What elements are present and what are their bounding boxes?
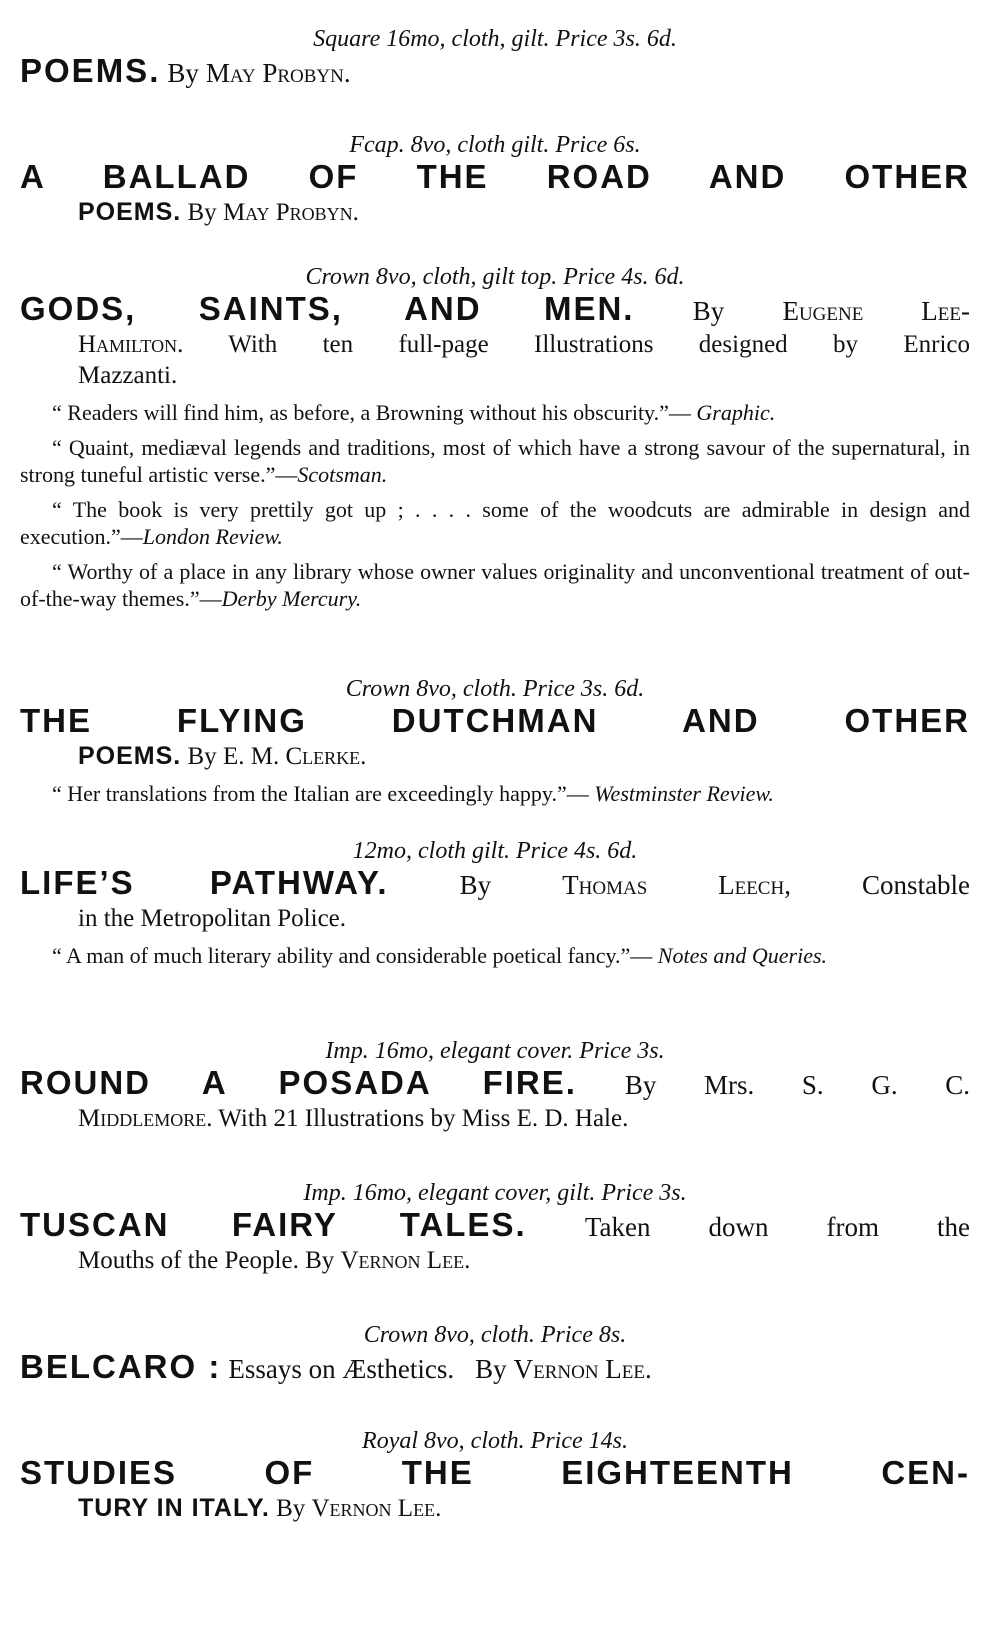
book-heading-continued [78,741,970,772]
quote-source: Scotsman. [297,462,388,487]
review-quote [20,942,970,969]
book-author: E. M. Clerke. [222,743,367,770]
book-heading [20,1208,970,1245]
book-by: By [459,870,492,900]
book-by: By [276,1495,306,1522]
book-title-continued: TURY IN ITALY. [78,1494,270,1522]
book-author-continued: Hamilton. [78,331,184,358]
book-by: By [692,296,725,326]
book-entry-poems [20,24,970,91]
book-heading-continued [78,329,970,360]
book-heading [20,866,970,903]
book-entry-ballad [20,130,970,228]
book-title: POEMS. [20,52,161,89]
book-entry-studies [20,1426,970,1524]
book-author: Vernon Lee. [311,1495,442,1522]
book-description: With 21 Illustrations by Miss E. D. Hale. [218,1105,629,1132]
quote-text: “ A man of much literary ability and considerable poetical fancy.”— [52,943,653,968]
book-entry-posada-fire [20,1036,970,1134]
book-title: LIFE’S PATHWAY. [20,864,389,901]
review-quote [20,399,970,426]
book-heading [20,1350,970,1387]
book-author-role: Constable [862,870,971,900]
book-author: Vernon Lee. [340,1247,471,1274]
book-title: TUSCAN FAIRY TALES. [20,1206,527,1243]
book-by: By [187,743,217,770]
book-title-continued: POEMS. [78,742,182,770]
book-heading [20,160,970,197]
book-spec: Fcap. 8vo, cloth gilt. Price 6s. [349,132,641,158]
quote-source: Notes and Queries. [657,943,828,968]
book-author: May Probyn. [205,58,351,88]
book-by: By [475,1354,507,1384]
quote-text: “ Her translations from the Italian are exceedingly happy.”— [52,781,589,806]
book-title: A BALLAD OF THE ROAD AND OTHER [20,158,970,195]
book-spec: 12mo, cloth gilt. Price 4s. 6d. [352,838,638,864]
review-quote [20,496,970,550]
book-author: May Probyn. [222,199,359,226]
book-entry-tuscan-fairy-tales [20,1178,970,1276]
book-description-line2: Mazzanti. [78,362,178,389]
book-entry-lifes-pathway [20,836,970,969]
book-spec: Crown 8vo, cloth. Price 3s. 6d. [345,676,645,702]
book-spec: Crown 8vo, cloth, gilt top. Price 4s. 6d. [305,264,685,290]
quote-source: Graphic. [696,400,776,425]
book-by: By [187,199,217,226]
book-description: With ten full-page Illustrations designed by Enrico [228,331,970,358]
book-title: ROUND A POSADA FIRE. [20,1064,577,1101]
book-heading [20,1066,970,1103]
book-description: Taken down from the [584,1212,971,1242]
quote-text: “ Worthy of a place in any library whose owner values originality and unconventional treatment of out-of-the-way themes.”— [20,559,970,611]
quote-text: “ Readers will find him, as before, a Browning without his obscurity.”— [52,400,691,425]
review-quote [20,558,970,612]
quote-text: “ The book is very prettily got up ; . . . . some of the woodcuts are admirable in design and execution.”— [20,497,970,549]
book-spec: Imp. 16mo, elegant cover, gilt. Price 3s. [303,1180,687,1206]
book-author: Thomas Leech, [562,870,791,900]
book-heading-continued [78,1103,970,1134]
book-description-continued: Mouths of the People. By [78,1247,335,1274]
book-entry-flying-dutchman [20,674,970,807]
book-heading [20,704,970,741]
book-heading-continued [78,1245,970,1276]
quote-source: Derby Mercury. [221,586,362,611]
review-quote [20,434,970,488]
book-heading-continued [78,197,970,228]
book-title: THE FLYING DUTCHMAN AND OTHER [20,702,970,739]
book-title: BELCARO : [20,1348,222,1385]
book-entry-gods-saints [20,262,970,612]
book-author: Vernon Lee. [513,1354,652,1384]
review-quote [20,780,970,807]
book-spec: Crown 8vo, cloth. Price 8s. [363,1322,627,1348]
book-title: STUDIES OF THE EIGHTEENTH CEN- [20,1454,970,1491]
book-by: By [167,58,199,88]
quote-source: London Review. [142,524,283,549]
book-title-continued: POEMS. [78,198,182,226]
book-author-continued: Middlemore. [78,1105,213,1132]
quote-text: “ Quaint, mediæval legends and traditions, most of which have a strong savour of the supernatural, in strong tuneful artistic verse.”— [20,435,970,487]
book-author: Eugene Lee- [782,296,971,326]
book-heading [20,54,970,91]
book-by: By Mrs. S. G. C. [624,1070,970,1100]
book-spec: Imp. 16mo, elegant cover. Price 3s. [325,1038,665,1064]
quote-source: Westminster Review. [594,781,774,806]
book-spec: Royal 8vo, cloth. Price 14s. [362,1428,628,1454]
book-title: GODS, SAINTS, AND MEN. [20,290,635,327]
book-heading-continued [78,1493,970,1524]
book-entry-belcaro [20,1320,970,1387]
book-heading-continued: in the Metropolitan Police. [78,905,347,932]
book-subtitle: Essays on Æsthetics. [228,1354,455,1384]
book-heading [20,292,970,329]
book-heading [20,1456,970,1493]
book-spec: Square 16mo, cloth, gilt. Price 3s. 6d. [313,26,677,52]
